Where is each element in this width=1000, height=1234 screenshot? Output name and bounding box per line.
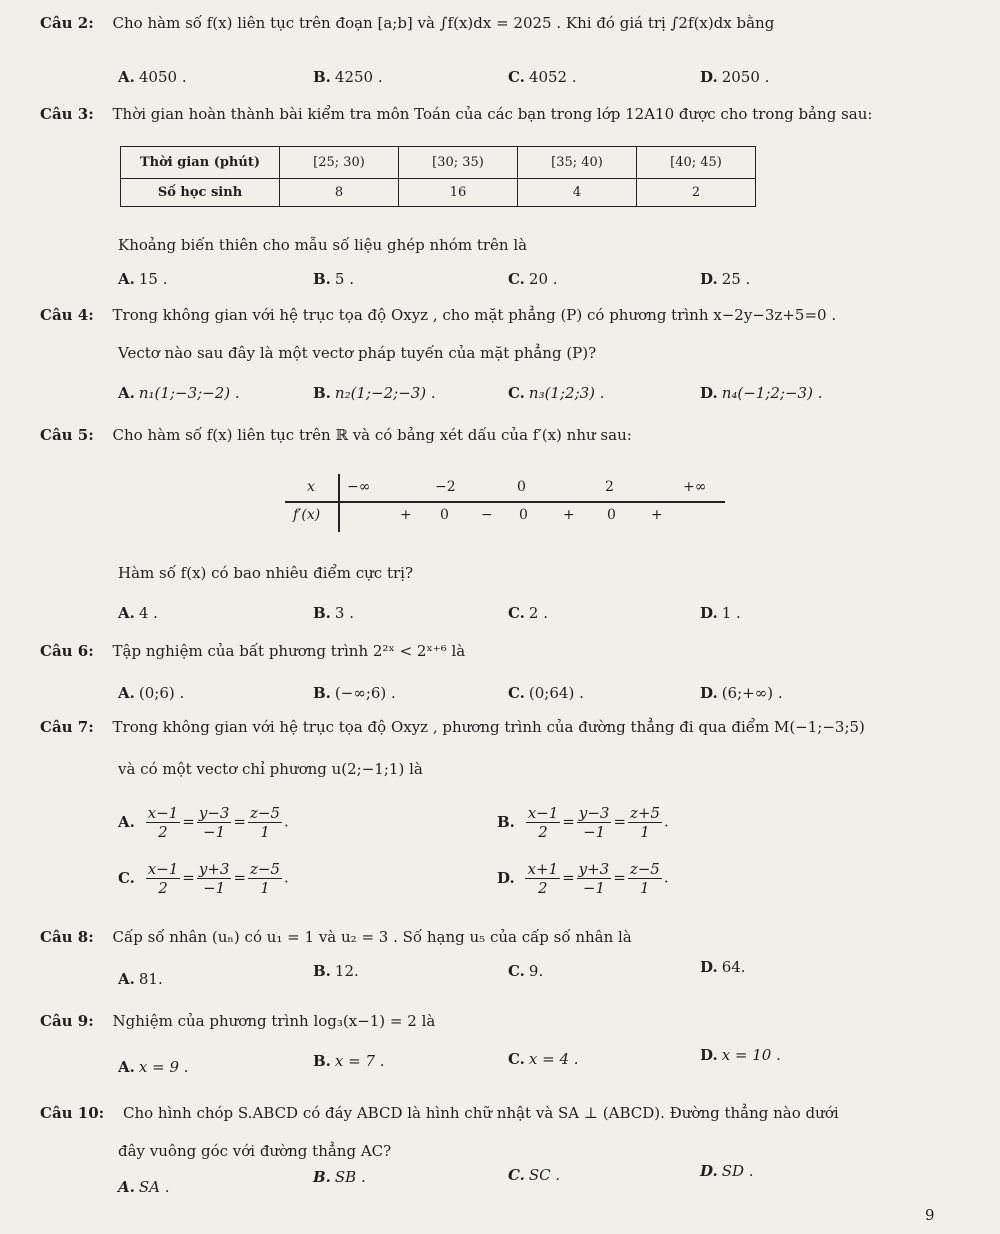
option-c: C. n₃(1;2;3) . (508, 384, 605, 402)
sign-table: x f′(x) −∞ −2 0 2 +∞ + 0 − 0 + 0 + (285, 474, 725, 534)
question-text: Thời gian hoàn thành bài kiểm tra môn Toán của các bạn trong lớp 12A10 được cho trong bảng sau: (112, 105, 873, 123)
option-d: D. 2050 . (700, 68, 770, 86)
data-table (120, 146, 756, 207)
option-b: B. 12. (313, 962, 359, 980)
question-10 (40, 1104, 839, 1122)
question-7 (40, 718, 865, 736)
question-text: Trong không gian với hệ trục tọa độ Oxyz , cho mặt phẳng (P) có phương trình x−2y−3z+5=0 . (112, 306, 837, 324)
question-text: Cho hàm số f(x) liên tục trên đoạn [a;b] và ∫f(x)dx = 2025 . Khi đó giá trị ∫2f(x)dx bằng (112, 14, 775, 32)
option-a: A. 15 . (118, 270, 168, 288)
question-text: Cho hàm số f(x) liên tục trên ℝ và có bảng xét dấu của f′(x) như sau: (112, 426, 632, 444)
question-2 (40, 14, 774, 32)
option-b: B. 4250 . (313, 68, 383, 86)
question-subtext: Khoảng biến thiên cho mẫu số liệu ghép nhóm trên là (118, 236, 528, 254)
option-d: D. n₄(−1;2;−3) . (700, 384, 823, 402)
option-b: B. 3 . (313, 604, 354, 622)
question-text: Cho hình chóp S.ABCD có đáy ABCD là hình chữ nhật và SA ⊥ (ABCD). Đường thẳng nào dưới (122, 1104, 839, 1122)
option-c: C. 4052 . (508, 68, 577, 86)
question-3 (40, 105, 872, 123)
question-label: Câu 7: (40, 718, 94, 736)
question-text: Cấp số nhân (uₙ) có u₁ = 1 và u₂ = 3 . Số hạng u₅ của cấp số nhân là (112, 928, 632, 946)
option-a: A. x = 9 . (118, 1058, 189, 1076)
question-5 (40, 426, 632, 444)
question-subtext: Hàm số f(x) có bao nhiêu điểm cực trị? (118, 564, 413, 582)
option-b: B. SB . (313, 1168, 366, 1186)
option-b: B. n₂(1;−2;−3) . (313, 384, 436, 402)
question-label: Câu 5: (40, 426, 94, 444)
option-c: C. (0;64) . (508, 684, 584, 702)
option-d: D. 25 . (700, 270, 751, 288)
question-text: Trong không gian với hệ trục tọa độ Oxyz , phương trình của đường thẳng đi qua điểm M(−1;−3;5) (112, 718, 865, 736)
question-text: Tập nghiệm của bất phương trình 2²ˣ < 2ˣ⁺⁶ là (112, 642, 466, 660)
option-a: A. $\frac{x-1}{2}$ = $\frac{y-3}{-1}$ = $\frac{z-5}{1}$ . (118, 804, 289, 841)
question-4 (40, 306, 836, 324)
option-b: B. $\frac{x-1}{2}$ = $\frac{y-3}{-1}$ = $\frac{z+5}{1}$ . (497, 804, 669, 841)
question-label: Câu 9: (40, 1012, 94, 1030)
divider (285, 501, 725, 503)
option-c: C. $\frac{x-1}{2}$ = $\frac{y+3}{-1}$ = $\frac{z-5}{1}$ . (118, 860, 289, 897)
question-subtext: đây vuông góc với đường thẳng AC? (118, 1142, 392, 1160)
question-subtext: Vectơ nào sau đây là một vectơ pháp tuyến của mặt phẳng (P)? (118, 344, 597, 362)
option-a: A. 81. (118, 970, 163, 988)
table-row: Thời gian (phút) [25; 30) [30; 35) [35; 40) [40; 45) (121, 147, 756, 179)
question-label: Câu 3: (40, 105, 94, 123)
option-d: D. 64. (700, 958, 746, 976)
question-9 (40, 1012, 435, 1030)
option-a: A. SA . (118, 1178, 170, 1196)
question-label: Câu 8: (40, 928, 94, 946)
question-6 (40, 642, 465, 660)
question-8 (40, 928, 632, 946)
option-d: D. $\frac{x+1}{2}$ = $\frac{y+3}{-1}$ = $\frac{z-5}{1}$ . (497, 860, 669, 897)
option-a: A. 4050 . (118, 68, 187, 86)
page-number: 9 (925, 1206, 935, 1224)
option-c: C. 20 . (508, 270, 558, 288)
option-d: D. (6;+∞) . (700, 684, 783, 702)
option-c: C. 2 . (508, 604, 548, 622)
option-d: D. 1 . (700, 604, 741, 622)
option-d: D. SD . (700, 1162, 754, 1180)
option-c: C. 9. (508, 962, 544, 980)
question-label: Câu 2: (40, 14, 94, 32)
option-a: A. n₁(1;−3;−2) . (118, 384, 240, 402)
option-b: B. (−∞;6) . (313, 684, 396, 702)
question-subtext: và có một vectơ chỉ phương u(2;−1;1) là (118, 760, 423, 778)
question-label: Câu 4: (40, 306, 94, 324)
divider (338, 474, 340, 532)
option-c: C. x = 4 . (508, 1050, 579, 1068)
question-label: Câu 10: (40, 1104, 105, 1122)
option-a: A. (0;6) . (118, 684, 185, 702)
question-text: Nghiệm của phương trình log₃(x−1) = 2 là (112, 1012, 436, 1030)
option-c: C. SC . (508, 1166, 561, 1184)
option-d: D. x = 10 . (700, 1046, 781, 1064)
option-b: B. x = 7 . (313, 1052, 385, 1070)
question-label: Câu 6: (40, 642, 94, 660)
option-b: B. 5 . (313, 270, 354, 288)
option-a: A. 4 . (118, 604, 158, 622)
table-row: Số học sinh 8 16 4 2 (121, 179, 756, 207)
